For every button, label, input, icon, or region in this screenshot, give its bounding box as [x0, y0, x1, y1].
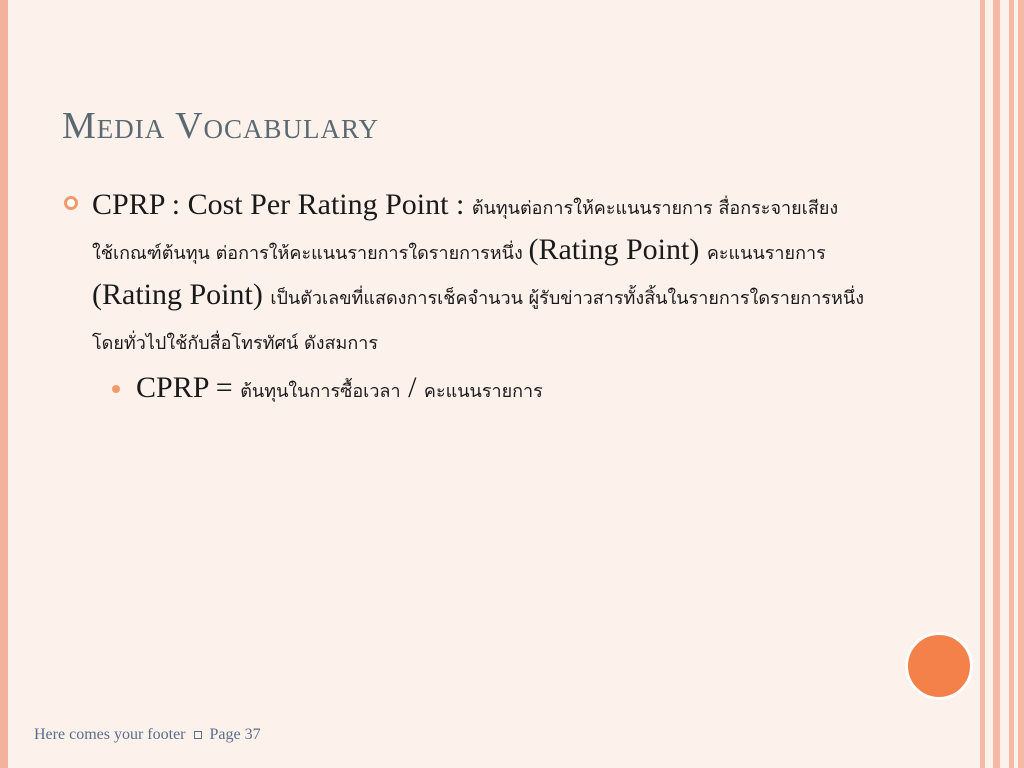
dot-bullet-icon	[112, 385, 120, 393]
bullet1-thai2: คะแนนรายการ	[706, 243, 826, 264]
page-number: Page 37	[209, 726, 261, 743]
bullet2-thai1: ต้นทุนในการซื้อเวลา	[240, 381, 401, 402]
circle-bullet-icon	[64, 196, 78, 210]
left-frame-stripe	[0, 0, 8, 768]
bullet-list	[64, 184, 864, 412]
bullet2-thai2: คะแนนรายการ	[423, 381, 543, 402]
bullet1-thai3: เป็นตัวเลขที่แสดงการเช็คจำนวน ผู้รับข่าวสารทั้งสิ้นในรายการใดรายการหนึ่ง โดยทั่วไปใช้กับสื่อโทรทัศน์ ดังสมการ	[92, 288, 865, 354]
footer	[34, 726, 261, 744]
bullet2-lead: CPRP =	[136, 371, 241, 404]
bullet1-thai1: ต้นทุนต่อการให้คะแนนรายการ สื่อกระจายเสียง ใช้เกณฑ์ต้นทุน ต่อการให้คะแนนรายการใดรายการหนึ่ง	[92, 198, 839, 264]
bullet1-lead: CPRP : Cost Per Rating Point :	[92, 188, 472, 221]
square-separator-icon	[194, 731, 202, 739]
slide-title: Media Vocabulary	[62, 105, 380, 147]
slide	[8, 0, 978, 768]
right-decorative-stripes	[978, 0, 1024, 768]
bullet1-en2: (Rating Point)	[92, 278, 271, 311]
bullet2-sep: /	[400, 371, 424, 404]
bullet-cprp-formula	[112, 368, 864, 412]
decorative-orange-circle	[905, 632, 973, 700]
footer-text: Here comes your footer	[34, 726, 186, 743]
bullet-cprp-definition	[64, 184, 864, 364]
bullet1-en1: (Rating Point)	[528, 233, 707, 266]
